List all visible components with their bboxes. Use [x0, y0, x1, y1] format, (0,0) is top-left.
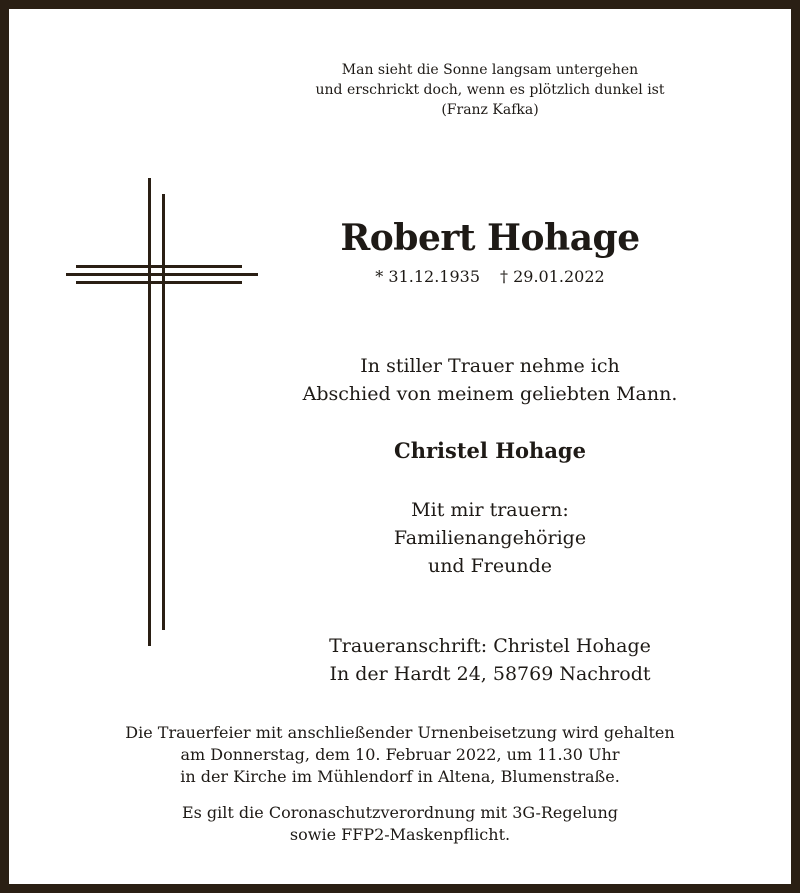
ceremony-details: [60, 722, 740, 788]
life-dates: [280, 266, 700, 288]
death-date: † 29.01.2022: [500, 267, 605, 286]
co-mourners-line-3: und Freunde: [427, 555, 553, 577]
widow-name: Christel Hohage: [394, 438, 586, 463]
cross-icon: [60, 174, 264, 650]
address-line-1: Traueranschrift: Christel Hohage: [329, 635, 651, 657]
covid-line-2: sowie FFP2-Maskenpflicht.: [289, 825, 511, 844]
birth-date: * 31.12.1935: [375, 267, 480, 286]
ceremony-line-1: Die Trauerfeier mit anschließender Urnenbeisetzung wird gehalten: [125, 723, 675, 742]
mourning-address: [280, 632, 700, 688]
ceremony-line-3: in der Kirche im Mühlendorf in Altena, Blumenstraße.: [180, 767, 620, 786]
mourning-line-2: Abschied von meinem geliebten Mann.: [302, 383, 678, 405]
covid-line-1: Es gilt die Coronaschutzverordnung mit 3G-Regelung: [181, 803, 619, 822]
quote-line-2: und erschrickt doch, wenn es plötzlich dunkel ist: [315, 82, 665, 98]
co-mourners-line-1: Mit mir trauern:: [411, 499, 569, 521]
quote-author: (Franz Kafka): [441, 102, 539, 118]
kafka-quote: [230, 60, 750, 120]
covid-notice: [60, 802, 740, 846]
co-mourners: [280, 496, 700, 580]
deceased-name: Robert Hohage: [340, 217, 640, 259]
co-mourners-line-2: Familienangehörige: [393, 527, 587, 549]
mourning-message: [230, 352, 750, 408]
ceremony-line-2: am Donnerstag, dem 10. Februar 2022, um 11.30 Uhr: [180, 745, 620, 764]
address-line-2: In der Hardt 24, 58769 Nachrodt: [329, 663, 651, 685]
quote-line-1: Man sieht die Sonne langsam untergehen: [341, 62, 639, 78]
mourning-line-1: In stiller Trauer nehme ich: [360, 355, 620, 377]
